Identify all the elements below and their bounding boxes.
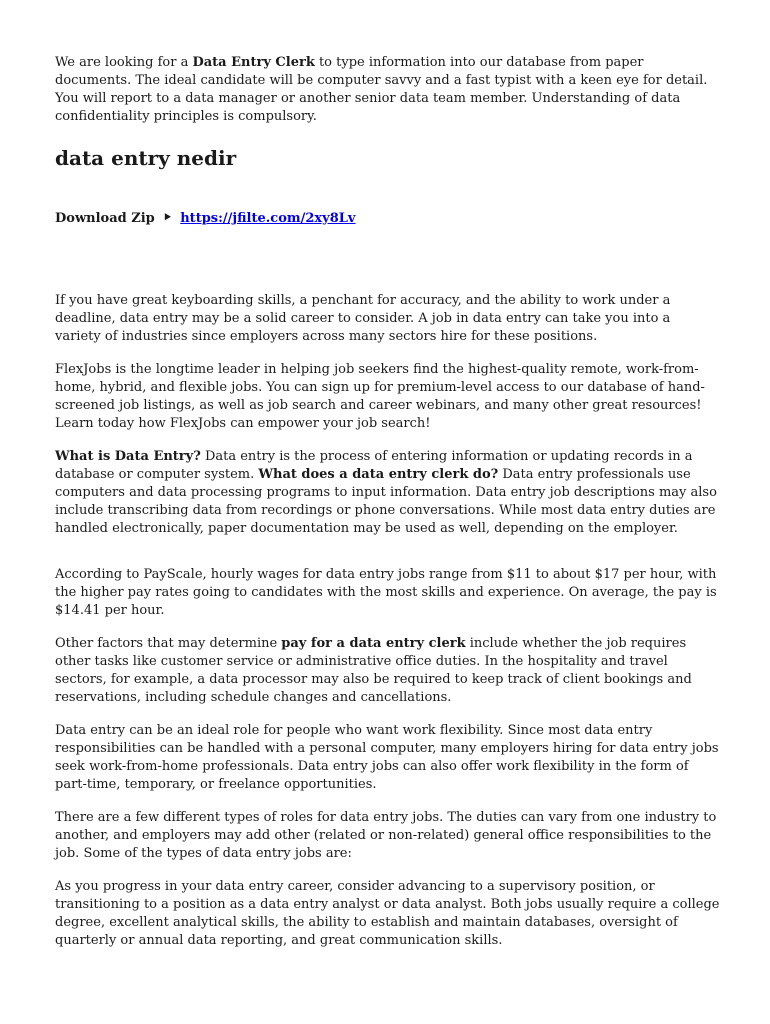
intro-text-pre: We are looking for a xyxy=(55,55,193,70)
paragraph-payscale: According to PayScale, hourly wages for data entry jobs range from $11 to about $17 per hour, with the higher pay rates going to candidates with the most skills and experience. On average, the pay is $14.41 per hour. xyxy=(55,567,717,618)
intro-paragraph xyxy=(55,54,720,126)
paragraph-keyboarding: If you have great keyboarding skills, a penchant for accuracy, and the ability to work under a deadline, data entry may be a solid career to consider. A job in data entry can take you into a variety of industries since employers across many sectors hire for these positions. xyxy=(55,293,671,344)
download-label: Download Zip xyxy=(55,211,155,226)
question-what-does-clerk-do: What does a data entry clerk do? xyxy=(258,467,499,482)
paragraph-pay-factors xyxy=(55,635,720,707)
arrow-right-icon: ⯈ xyxy=(162,211,173,226)
pay-factors-post: include whether the job requires other tasks like customer service or administrative office duties. In the hospitality and travel sectors, for example, a data processor may also be required to keep track of client bookings and reservations, including schedule changes and cancellations. xyxy=(55,636,692,705)
paragraph-role-types: There are a few different types of roles for data entry jobs. The duties can vary from one industry to another, and employers may add other (related or non-related) general office responsibilities to the job. Some of the types of data entry jobs are: xyxy=(55,810,717,861)
pay-factors-pre: Other factors that may determine xyxy=(55,636,282,651)
pay-factors-bold: pay for a data entry clerk xyxy=(281,636,466,651)
intro-bold-job-title: Data Entry Clerk xyxy=(192,55,315,70)
question-what-is-data-entry: What is Data Entry? xyxy=(55,449,201,464)
answer-what-is-data-entry: Data entry is the process of entering information or updating records in a database or computer system. xyxy=(55,449,693,482)
paragraph-flexibility: Data entry can be an ideal role for people who want work flexibility. Since most data entry responsibilities can be handled with a personal computer, many employers hiring for data entry jobs seek work-from-home professionals. Data entry jobs can also offer work flexibility in the form of part-time, temporary, or freelance opportunities. xyxy=(55,723,719,792)
document-page xyxy=(55,54,720,965)
paragraph-flexjobs: FlexJobs is the longtime leader in helping job seekers find the highest-quality remote, work-from-home, hybrid, and flexible jobs. You can sign up for premium-level access to our database of hand-screened job listings, as well as job search and career webinars, and many other great resources! Learn today how FlexJobs can empower your job search! xyxy=(55,362,705,431)
download-line xyxy=(55,210,720,228)
intro-text-post: to type information into our database from paper documents. The ideal candidate will be computer savvy and a fast typist with a keen eye for detail. You will report to a data manager or another senior data team member. Understanding of data confidentiality principles is compulsory. xyxy=(55,55,708,124)
paragraph-career-progress: As you progress in your data entry career, consider advancing to a supervisory position, or transitioning to a position as a data entry analyst or data analyst. Both jobs usually require a college degree, excellent analytical skills, the ability to establish and maintain databases, oversight of quarterly or annual data reporting, and great communication skills. xyxy=(55,879,720,948)
download-link[interactable]: https://jfilte.com/2xy8Lv xyxy=(180,211,356,226)
paragraph-what-is-data-entry xyxy=(55,448,720,538)
page-title: data entry nedir xyxy=(55,146,237,170)
answer-what-does-clerk-do: Data entry professionals use computers and data processing programs to input information. Data entry job descriptions may also include transcribing data from recordings or phone conversations. While most data entry duties are handled electronically, paper documentation may be used as well, depending on the employer. xyxy=(55,467,717,536)
